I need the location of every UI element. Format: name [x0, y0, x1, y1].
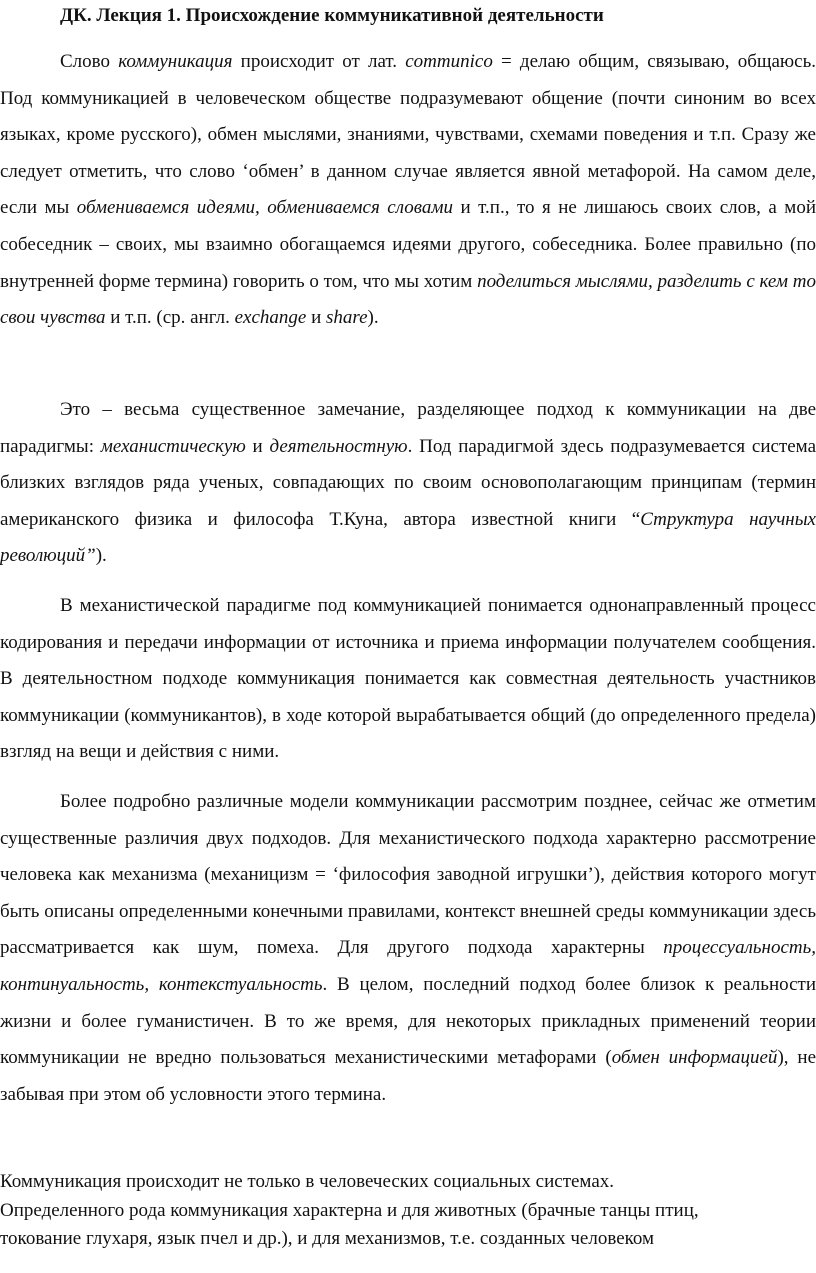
paragraph-differences: [0, 784, 816, 1113]
text-run: ), не забывая при этом об условности этого термина.: [0, 1047, 816, 1105]
text-run: . В целом, последний подход более близок к реальности жизни и более гуманистичен. В то же время, для некоторых прикладных применений теории коммуникации не вредно пользоваться механистическими метафорами (: [0, 973, 816, 1069]
italic-term: Структура научных революций”: [0, 508, 816, 567]
italic-term: обмен информацией: [611, 1047, 778, 1069]
text-run: Это – весьма существенное замечание, разделяющее подход к коммуникации на две парадигмы:: [0, 399, 816, 457]
text-line: Определенного рода коммуникация характерна и для животных (брачные танцы птиц,: [0, 1199, 699, 1221]
text-run: . Под парадигмой здесь подразумевается система близких взглядов ряда ученых, совпадающих по своим основополагающим принципам (термин американского физика и философа Т.Куна, автора известной книги “: [0, 435, 816, 530]
text-line: токование глухаря, язык пчел и др.), и для механизмов, т.е. созданных человеком: [0, 1228, 655, 1249]
italic-term: share: [326, 307, 368, 329]
italic-term: коммуникация: [118, 51, 233, 72]
text-run: ).: [367, 307, 379, 329]
text-run: и: [245, 435, 270, 457]
text-run: и: [306, 307, 326, 329]
paragraph-paradigms: [0, 392, 816, 575]
italic-term: обмениваемся идеями, обмениваемся словами: [76, 197, 453, 219]
text-run: = делаю общим, связываю, общаюсь. Под коммуникацией в человеческом обществе подразумевают общение (почти синоним во всех языках, кроме русского), обмен мыслями, знаниями, чувствами, схемами поведения и т.п. Сразу же следует отметить, что слово ‘обмен’ в данном случае является явной метафорой. На самом деле, если мы: [0, 51, 816, 219]
paragraph-etymology: [0, 44, 816, 337]
text-run: Слово: [60, 51, 119, 72]
italic-term: exchange: [234, 307, 307, 329]
paragraph-mechanistic: [0, 588, 816, 771]
text-run: и т.п., то я не лишаюсь своих слов, а мой собеседник – своих, мы взаимно обогащаемся идеями другого, собеседника. Более правильно (по внутренней форме термина) говорить о том, что мы хотим: [0, 197, 816, 292]
italic-term: поделиться мыслями, разделить с кем то свои чувства: [0, 270, 816, 329]
text-run: Более подробно различные модели коммуникации рассмотрим позднее, сейчас же отметим существенные различия двух подходов. Для механистического подхода характерно рассмотрение человека как механизма (механицизм = ‘философия заводной игрушки’), действия которого могут быть описаны определенными конечными правилами, контекст внешней среды коммуникации здесь рассматривается как шум, помеха. Для другого подхода характерны: [0, 791, 816, 959]
text-run: и т.п. (ср. англ.: [105, 307, 235, 329]
text-line: Коммуникация происходит не только в человеческих социальных системах.: [0, 1171, 615, 1192]
italic-term: деятельностную: [269, 435, 408, 457]
italic-term: процессуальность, континуальность, контекстуальность: [0, 937, 816, 995]
italic-term: механистическую: [100, 435, 246, 457]
text-run: В механистической парадигме под коммуникацией понимается однонаправленный процесс кодирования и передачи информации от источника и приема информации получателем сообщения. В деятельностном подходе коммуникация понимается как совместная деятельность участников коммуникации (коммуникантов), в ходе которой вырабатывается общий (до определенного предела) взгляд на вещи и действия с ними.: [0, 595, 816, 763]
text-run: происходит от лат.: [232, 51, 406, 72]
paragraph-closing: [0, 1168, 816, 1254]
text-run: ).: [95, 545, 107, 567]
lecture-title: ДК. Лекция 1. Происхождение коммуникативной деятельности: [60, 5, 604, 26]
italic-term: communico: [405, 51, 493, 72]
